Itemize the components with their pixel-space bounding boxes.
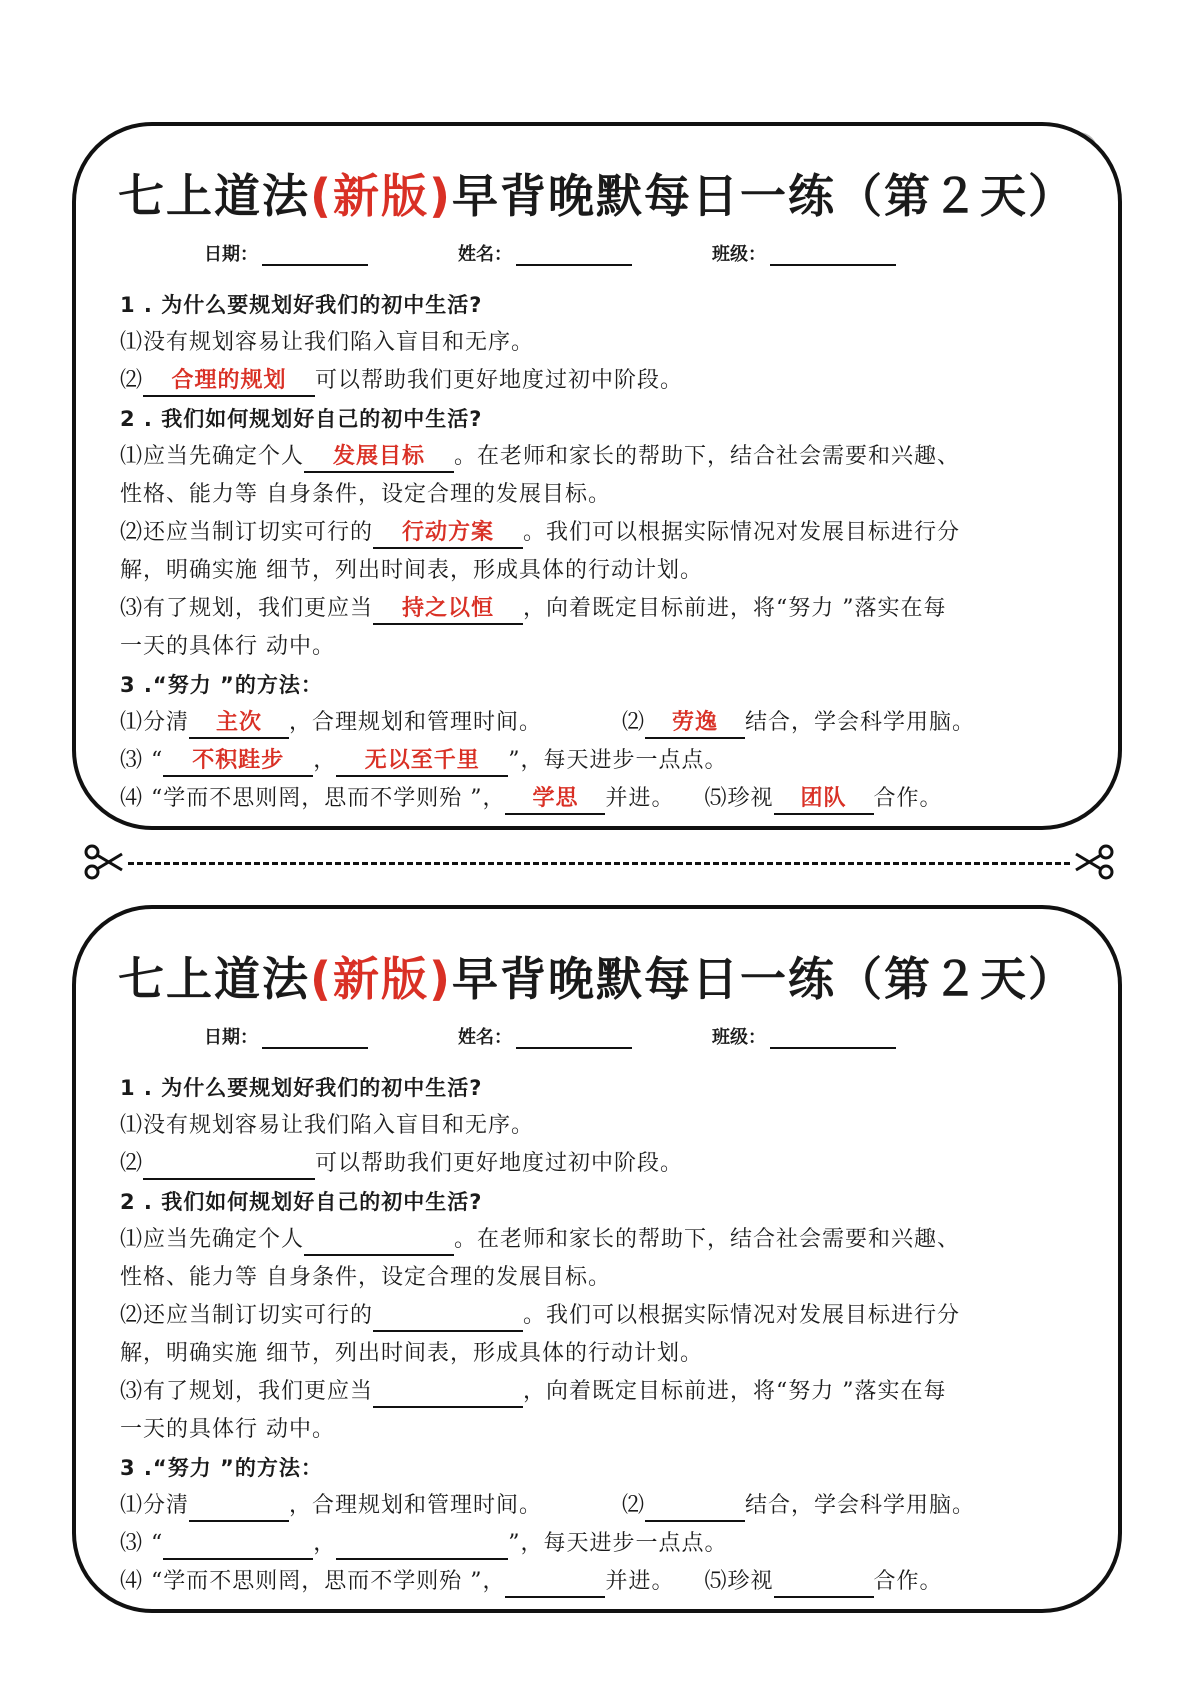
fill-line: ⑷ “学而不思则罔，思而不学则殆 ”， 并进。 ⑸珍视 合作。 [120,1563,1088,1601]
answer-blank[interactable]: 持之以恒 [373,593,523,625]
name-field[interactable]: 姓名： [458,240,632,266]
answer-blank[interactable]: 团队 [774,783,874,815]
empty-blank[interactable] [774,1566,874,1598]
scissors-icon [84,844,124,880]
answer-blank[interactable]: 学思 [505,783,605,815]
answer-blank[interactable]: 行动方案 [373,517,523,549]
dashed-cut-line [128,862,1070,865]
answer-line: ⑴没有规划容易让我们陷入盲目和无序。 [120,330,535,355]
empty-blank[interactable] [373,1376,523,1408]
answer-line: ⑴没有规划容易让我们陷入盲目和无序。 [120,1113,535,1138]
scissors-icon [1074,844,1114,880]
answer-blank[interactable]: 主次 [189,707,289,739]
empty-blank[interactable] [143,1148,315,1180]
worksheet-card-blank [72,905,1122,1613]
answer-line: 一天的具体行 动中。 [120,634,335,659]
name-field[interactable]: 姓名： [458,1023,632,1049]
date-field[interactable]: 日期： [204,1023,368,1049]
answer-blank[interactable]: 无以至千里 [336,745,508,777]
worksheet-title: 七上道法(新版)早背晚默每日一练（第２天） [117,169,1077,223]
question-list [120,1069,1088,1601]
fill-line: ⑶有了规划，我们更应当 ，向着既定目标前进，将“努力 ”落实在每 [120,1373,1088,1411]
answer-blank[interactable]: 发展目标 [304,441,454,473]
class-field[interactable]: 班级： [712,1023,896,1049]
empty-blank[interactable] [189,1490,289,1522]
answer-line: 一天的具体行 动中。 [120,1417,335,1442]
question-heading: 1 . 为什么要规划好我们的初中生活? [120,293,483,317]
answer-line: 解，明确实施 细节，列出时间表，形成具体的行动计划。 [120,558,703,583]
fill-line: ⑴应当先确定个人 。在老师和家长的帮助下，结合社会需要和兴趣、 [120,1221,1088,1259]
question-heading: 2 . 我们如何规划好自己的初中生活? [120,1190,483,1214]
fill-line: ⑴分清 ，合理规划和管理时间。 ⑵ 结合，学会科学用脑。 [120,1487,1088,1525]
date-field[interactable]: 日期： [204,240,368,266]
fill-line: ⑴应当先确定个人 发展目标 。在老师和家长的帮助下，结合社会需要和兴趣、 [120,438,1088,476]
answer-blank[interactable]: 合理的规划 [143,365,315,397]
fill-line: ⑵还应当制订切实可行的 行动方案 。我们可以根据实际情况对发展目标进行分 [120,514,1088,552]
fill-line: ⑶ “ ， ”，每天进步一点点。 [120,1525,1088,1563]
fill-line: ⑷ “学而不思则罔，思而不学则殆 ”， 学思 并进。 ⑸珍视 团队 合作。 [120,780,1088,818]
empty-blank[interactable] [645,1490,745,1522]
answer-blank[interactable]: 不积跬步 [163,745,313,777]
empty-blank[interactable] [163,1528,313,1560]
question-heading: 1 . 为什么要规划好我们的初中生活? [120,1076,483,1100]
worksheet-title: 七上道法(新版)早背晚默每日一练（第２天） [117,952,1077,1006]
empty-blank[interactable] [505,1566,605,1598]
answer-line: 性格、能力等 自身条件，设定合理的发展目标。 [120,1265,611,1290]
class-field[interactable]: 班级： [712,240,896,266]
empty-blank[interactable] [304,1224,454,1256]
fill-line: ⑵还应当制订切实可行的 。我们可以根据实际情况对发展目标进行分 [120,1297,1088,1335]
question-list [120,286,1088,818]
fill-line: ⑵ 合理的规划 可以帮助我们更好地度过初中阶段。 [120,362,1088,400]
fill-line: ⑶ “ 不积跬步 ， 无以至千里 ”，每天进步一点点。 [120,742,1088,780]
fill-line: ⑵ 可以帮助我们更好地度过初中阶段。 [120,1145,1088,1183]
worksheet-card-answered [72,122,1122,830]
question-heading: 3 .“努力 ”的方法： [120,1456,323,1480]
fill-line: ⑶有了规划，我们更应当 持之以恒 ，向着既定目标前进，将“努力 ”落实在每 [120,590,1088,628]
cut-line-divider [84,842,1114,882]
answer-line: 性格、能力等 自身条件，设定合理的发展目标。 [120,482,611,507]
fill-line: ⑴分清 主次 ，合理规划和管理时间。 ⑵ 劳逸 结合，学会科学用脑。 [120,704,1088,742]
question-heading: 3 .“努力 ”的方法： [120,673,323,697]
empty-blank[interactable] [373,1300,523,1332]
question-heading: 2 . 我们如何规划好自己的初中生活? [120,407,483,431]
answer-line: 解，明确实施 细节，列出时间表，形成具体的行动计划。 [120,1341,703,1366]
empty-blank[interactable] [336,1528,508,1560]
answer-blank[interactable]: 劳逸 [645,707,745,739]
